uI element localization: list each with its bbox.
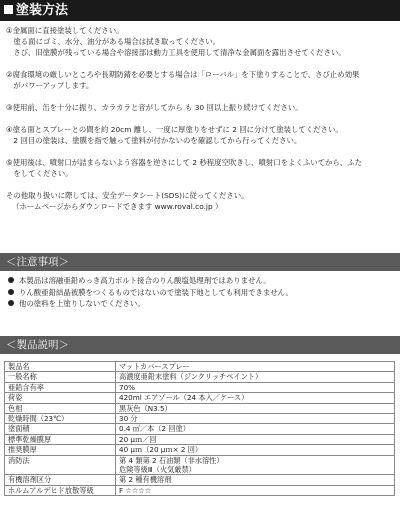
spec-value: 30 分 xyxy=(116,414,395,424)
spec-key: 消防法 xyxy=(5,455,116,475)
spec-value: 高濃度亜鉛末塗料（ジンクリッチペイント） xyxy=(116,372,395,382)
table-row xyxy=(5,393,395,403)
spec-key: 製品名 xyxy=(5,362,116,372)
spec-value: 20 μｍ／回 xyxy=(116,434,395,444)
spec-key: 色相 xyxy=(5,403,116,413)
caution-item: 他の塗料を上塗りしないでください。 xyxy=(8,298,398,310)
step-line: 2 回目の塗装は、塗膜を指で触って塗料が付かないのを確認してから行ってください。 xyxy=(6,136,302,145)
table-row xyxy=(5,485,395,495)
spec-key: 塗面積 xyxy=(5,424,116,434)
step-line: ④塗る面とスプレーとの間を約 20cm 離し、一度に厚塗りをせずに 2 回に分けて塗装してください。 xyxy=(6,125,343,134)
product-description-title: ＜製品説明＞ xyxy=(6,339,69,351)
table-row xyxy=(5,372,395,382)
section-header-painting-method xyxy=(0,0,400,21)
sds-note: その他取り扱いに際しては、安全データシート(SDS)に従ってください。 xyxy=(6,191,249,200)
spec-key: 有機溶剤区分 xyxy=(5,475,116,485)
spec-value: 70% xyxy=(116,382,395,392)
painting-steps xyxy=(6,25,396,212)
spec-key: 荷姿 xyxy=(5,393,116,403)
spec-key: ホルムアルデヒド放散等級 xyxy=(5,485,116,495)
spec-value: 第 2 種有機溶剤 xyxy=(116,475,395,485)
painting-method-title: 塗装方法 xyxy=(16,3,69,18)
spec-key: 標準乾燥膜厚 xyxy=(5,434,116,444)
spec-key: 亜鉛含有率 xyxy=(5,382,116,392)
step-line: がパワーアップします。 xyxy=(6,81,94,90)
step-line: 塗る面にゴミ、水分、油分がある場合は拭き取ってください。 xyxy=(6,37,221,46)
step-line: をしてください。 xyxy=(6,169,73,178)
sds-homepage-note: （ホームページからダウンロードできます www.roval.co.jp ） xyxy=(12,202,223,211)
product-description-title-bar xyxy=(0,336,400,354)
table-row xyxy=(5,475,395,485)
cautions-title: ＜注意事項＞ xyxy=(6,256,69,268)
table-row xyxy=(5,445,395,455)
table-row xyxy=(5,382,395,392)
caution-item: 本製品は溶融亜鉛めっき高力ボルト接合のりん酸塩処理剤ではありません。 xyxy=(8,275,398,287)
spec-value: 420ml エアゾール（24 本入／ケース） xyxy=(116,393,395,403)
bullet-dot-icon xyxy=(8,289,14,295)
spec-key: 一般名称 xyxy=(5,372,116,382)
spec-value: 40 μｍ（20 μｍ× 2 回） xyxy=(116,445,395,455)
spec-key: 推奨膜厚 xyxy=(5,445,116,455)
square-bullet-icon xyxy=(4,5,13,14)
spec-value: 黒灰色（N3.5） xyxy=(116,403,395,413)
table-row xyxy=(5,362,395,372)
spec-value: F ☆☆☆☆ xyxy=(116,485,395,495)
table-row xyxy=(5,424,395,434)
table-row xyxy=(5,455,395,475)
spec-value: 第 4 類第 2 石油類（非水溶性） 危険等級Ⅲ（火気厳禁） xyxy=(116,455,395,475)
step-line: さび、旧塗膜が残っている場合や溶接部は動力工具を使用して清浄な金属面を露出させてください。 xyxy=(6,48,346,57)
bullet-dot-icon xyxy=(8,277,14,283)
step-line: ③使用前、缶を十分に振り、カラカラと音がしてから も 30 回以上振り続けてください。 xyxy=(6,103,303,112)
step-line: ①金属面に直接塗装してください。 xyxy=(6,26,124,35)
product-spec-table xyxy=(4,361,395,496)
spec-key: 乾燥時間（23℃） xyxy=(5,414,116,424)
table-row xyxy=(5,414,395,424)
bullet-dot-icon xyxy=(8,300,14,306)
spec-value: マットカバースプレー xyxy=(116,362,395,372)
cautions-title-bar xyxy=(0,253,400,271)
step-line: ②腐食環境の厳しいところや長期防錆を必要とする場合は「ローバル」を下塗りすることで、さび止め効果 xyxy=(6,70,360,79)
cautions-list xyxy=(8,275,398,310)
step-line: ⑤使用後は、噴射口が詰まらないよう容器を逆さにして 2 秒程度空吹きし、噴射口をよくふいてから、ふた xyxy=(6,158,362,167)
table-row xyxy=(5,403,395,413)
table-row xyxy=(5,434,395,444)
caution-item: りん酸亜鉛結晶被膜をつくるものではないので塗装下地としても利用できません。 xyxy=(8,287,398,299)
spec-value: 0.4 ㎡／本（2 回塗） xyxy=(116,424,395,434)
